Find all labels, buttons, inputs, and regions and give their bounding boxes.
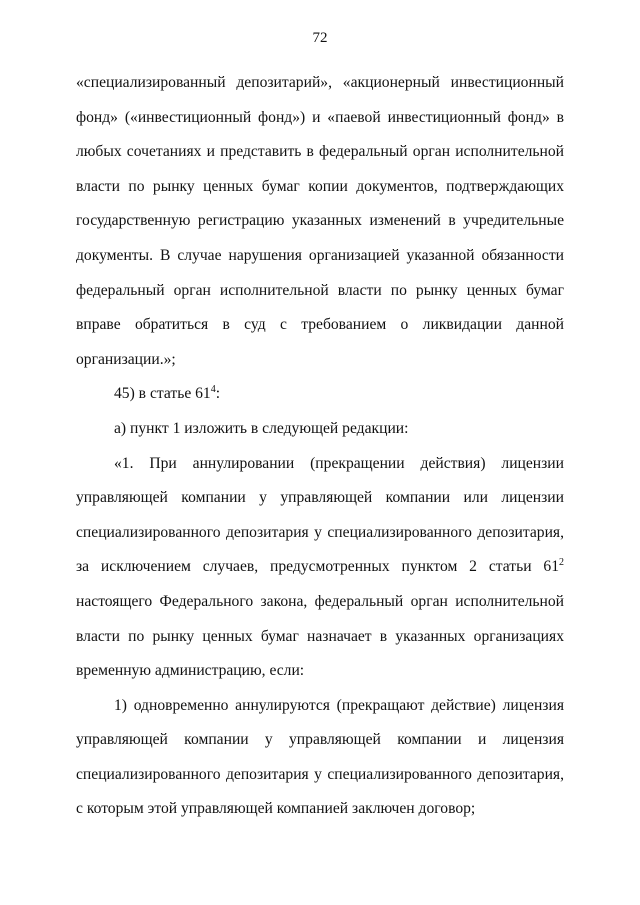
superscript-2: 2 (559, 557, 564, 569)
paragraph-item-45-text: 45) в статье 61 (114, 385, 211, 403)
paragraph-continuation: «специализированный депозитарий», «акционерный инвестиционный фонд» («инвестиционный фонд») и «паевой инвестиционный фонд» в любых сочетаниях и представить в федеральный орган исполнительной власти по рынку ценных бумаг копии документов, подтверждающих государственную регистрацию указанных изменений в учредительные документы. В случае нарушения организацией указанной обязанности федеральный орган исполнительной власти по рынку ценных бумаг вправе обратиться в суд с требованием о ликвидации данной организации.»; (76, 74, 564, 368)
paragraph-item-45-colon: : (215, 385, 221, 403)
superscript-4: 4 (210, 384, 216, 396)
paragraph-clause-1-text-start: «1. При аннулировании (прекращении действия) лицензии управляющей компании у управляющей компании или лицензии специализированного депозитария у специализированного депозитария, за исключением случаев, предусмотренных пунктом 2 статьи 61 (76, 454, 564, 576)
document-body (76, 66, 564, 827)
paragraph-subitem-a: а) пункт 1 изложить в следующей редакции: (114, 419, 409, 437)
page-number: 72 (312, 30, 328, 46)
paragraph-clause-1 (76, 447, 564, 689)
paragraph-clause-1-text-end: настоящего Федерального закона, федеральный орган исполнительной власти по рынку ценных бумаг назначает в указанных организациях временную администрацию, если: (76, 592, 564, 680)
paragraph-item-45 (76, 377, 564, 412)
paragraph-subclause-1: 1) одновременно аннулируются (прекращают действие) лицензия управляющей компании у управляющей компании и лицензия специализированного депозитария у специализированного депозитария, с которым этой управляющей компанией заключен договор; (76, 696, 564, 818)
